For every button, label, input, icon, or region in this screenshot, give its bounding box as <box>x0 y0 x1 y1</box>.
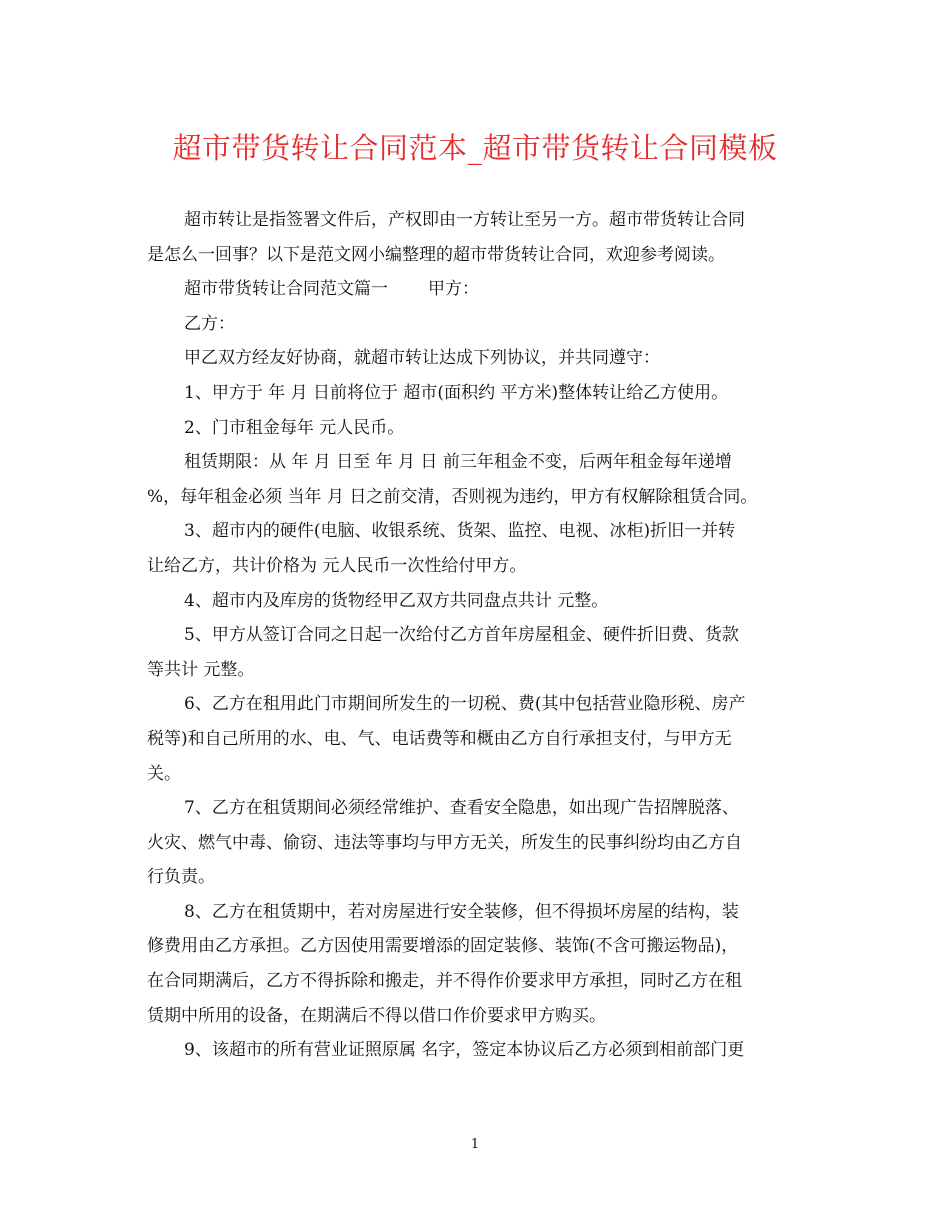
body-line: 火灾、燃气中毒、偷窃、违法等事均与甲方无关，所发生的民事纠纷均由乙方自 <box>147 832 742 853</box>
body-line: 甲乙双方经友好协商，就超市转让达成下列协议，并共同遵守： <box>184 348 660 369</box>
party-a-label: 甲方： <box>428 279 479 300</box>
body-line: 关。 <box>147 763 181 784</box>
body-line: 9、该超市的所有营业证照原属 名字，签定本协议后乙方必须到相前部门更 <box>184 1040 745 1061</box>
body-line: 等共计 元整。 <box>147 659 255 680</box>
body-line: 赁期中所用的设备，在期满后不得以借口作价要求甲方购买。 <box>147 1005 606 1026</box>
body-line: 让给乙方，共计价格为 元人民币一次性给付甲方。 <box>147 555 527 576</box>
document-body <box>147 203 807 1068</box>
body-line: 在合同期满后，乙方不得拆除和搬走，并不得作价要求甲方承担，同时乙方在租 <box>147 971 742 992</box>
body-line: 3、超市内的硬件(电脑、收银系统、货架、监控、电视、冰柜)折旧一并转 <box>184 521 736 542</box>
body-line: 税等)和自己所用的水、电、气、电话费等和概由乙方自行承担支付，与甲方无 <box>147 728 732 749</box>
body-line: 修费用由乙方承担。乙方因使用需要增添的固定装修、装饰(不含可搬运物品)， <box>147 936 739 957</box>
body-line: 5、甲方从签订合同之日起一次给付乙方首年房屋租金、硬件折旧费、货款 <box>184 625 739 646</box>
body-line: 7、乙方在租赁期间必须经常维护、查看安全隐患，如出现广告招牌脱落、 <box>184 798 739 819</box>
document-title: 超市带货转让合同范本_超市带货转让合同模板 <box>172 131 778 165</box>
body-line: 是怎么一回事？以下是范文网小编整理的超市带货转让合同，欢迎参考阅读。 <box>147 244 725 265</box>
body-line: 8、乙方在租赁期中，若对房屋进行安全装修，但不得损坏房屋的结构，装 <box>184 901 739 922</box>
page-number: 1 <box>470 1137 480 1152</box>
body-line: 6、乙方在租用此门市期间所发生的一切税、费(其中包括营业隐形税、房产 <box>184 694 746 715</box>
body-line: 租赁期限：从 年 月 日至 年 月 日 前三年租金不变，后两年租金每年递增 <box>184 452 732 473</box>
body-line: 乙方： <box>184 313 235 334</box>
body-line: 2、门市租金每年 元人民币。 <box>184 417 405 438</box>
body-line: 超市转让是指签署文件后，产权即由一方转让至另一方。超市带货转让合同 <box>184 210 745 230</box>
section-heading: 超市带货转让合同范文篇一 <box>184 279 388 300</box>
body-line: 行负责。 <box>147 867 215 888</box>
body-line: 4、超市内及库房的货物经甲乙双方共同盘点共计 元整。 <box>184 590 609 611</box>
body-line <box>147 272 807 307</box>
body-line: 1、甲方于 年 月 日前将位于 超市(面积约 平方米)整体转让给乙方使用。 <box>184 382 729 403</box>
body-line: %，每年租金必须 当年 月 日之前交清，否则视为违约，甲方有权解除租赁合同。 <box>147 486 758 507</box>
